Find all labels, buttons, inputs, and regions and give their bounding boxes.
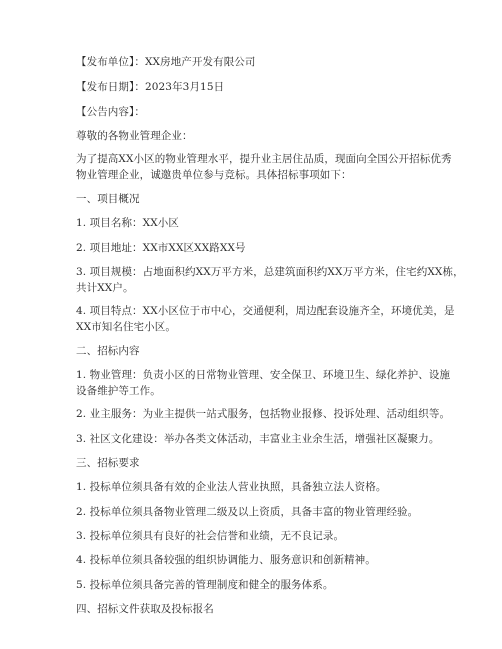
project-name-item: 1. 项目名称：XX小区	[76, 217, 180, 229]
requirement-item-2: 2. 投标单位须具备物业管理二级及以上资质，具备丰富的物业管理经验。	[76, 506, 419, 518]
publisher-line	[76, 54, 436, 71]
date-line	[76, 79, 436, 96]
intro-paragraph-line-2: 物业管理企业，诚邀贵单位参与竞标。具体招标事项如下：	[76, 169, 352, 181]
project-address-item: 2. 项目地址：XX市XX区XX路XX号	[76, 242, 246, 254]
project-features-item-line-1: 4. 项目特点：XX小区位于市中心，交通便利，周边配套设施齐全，环境优美，是	[76, 305, 455, 317]
section-title-project-overview: 一、项目概况	[76, 193, 140, 205]
publisher-value: XX房地产开发有限公司	[144, 56, 256, 68]
requirement-item-5: 5. 投标单位须具备完善的管理制度和健全的服务体系。	[76, 579, 334, 591]
project-scale-item-line-1: 3. 项目规模：占地面积约XX万平方米，总建筑面积约XX万平方米，住宅约XX栋，	[76, 266, 464, 278]
greeting: 尊敬的各物业管理企业：	[76, 130, 193, 142]
owner-service-item: 2. 业主服务：为业主提供一站式服务，包括物业报修、投诉处理、活动组织等。	[76, 408, 451, 420]
publisher-label: 【发布单位】：	[76, 56, 145, 68]
requirement-item-1: 1. 投标单位须具备有效的企业法人营业执照，具备独立法人资格。	[76, 481, 387, 493]
property-management-item-line-2: 设备维护等工作。	[76, 385, 161, 397]
requirement-item-3: 3. 投标单位须具有良好的社会信誉和业绩，无不良记录。	[76, 530, 345, 542]
community-culture-item: 3. 社区文化建设：举办各类文体活动，丰富业主业余生活，增强社区凝聚力。	[76, 433, 440, 445]
requirement-item-4: 4. 投标单位须具备较强的组织协调能力、服务意识和创新精神。	[76, 554, 376, 566]
intro-paragraph-line-1: 为了提高XX小区的物业管理水平，提升业主居住品质，现面向全国公开招标优秀	[76, 153, 452, 165]
date-value: 2023年3月15日	[144, 81, 225, 93]
property-management-item-line-1: 1. 物业管理：负责小区的日常物业管理、安全保卫、环境卫生、绿化养护、设施	[76, 369, 451, 381]
project-features-item-line-2: XX市知名住宅小区。	[76, 321, 176, 333]
section-title-bidding-documents: 四、招标文件获取及投标报名	[76, 603, 214, 615]
content-label: 【公告内容】：	[76, 106, 145, 118]
section-title-bidding-content: 二、招标内容	[76, 345, 140, 357]
date-label: 【发布日期】：	[76, 81, 145, 93]
project-scale-item-line-2: 共计XX户。	[76, 282, 134, 294]
section-title-bidding-requirements: 三、招标要求	[76, 457, 140, 469]
